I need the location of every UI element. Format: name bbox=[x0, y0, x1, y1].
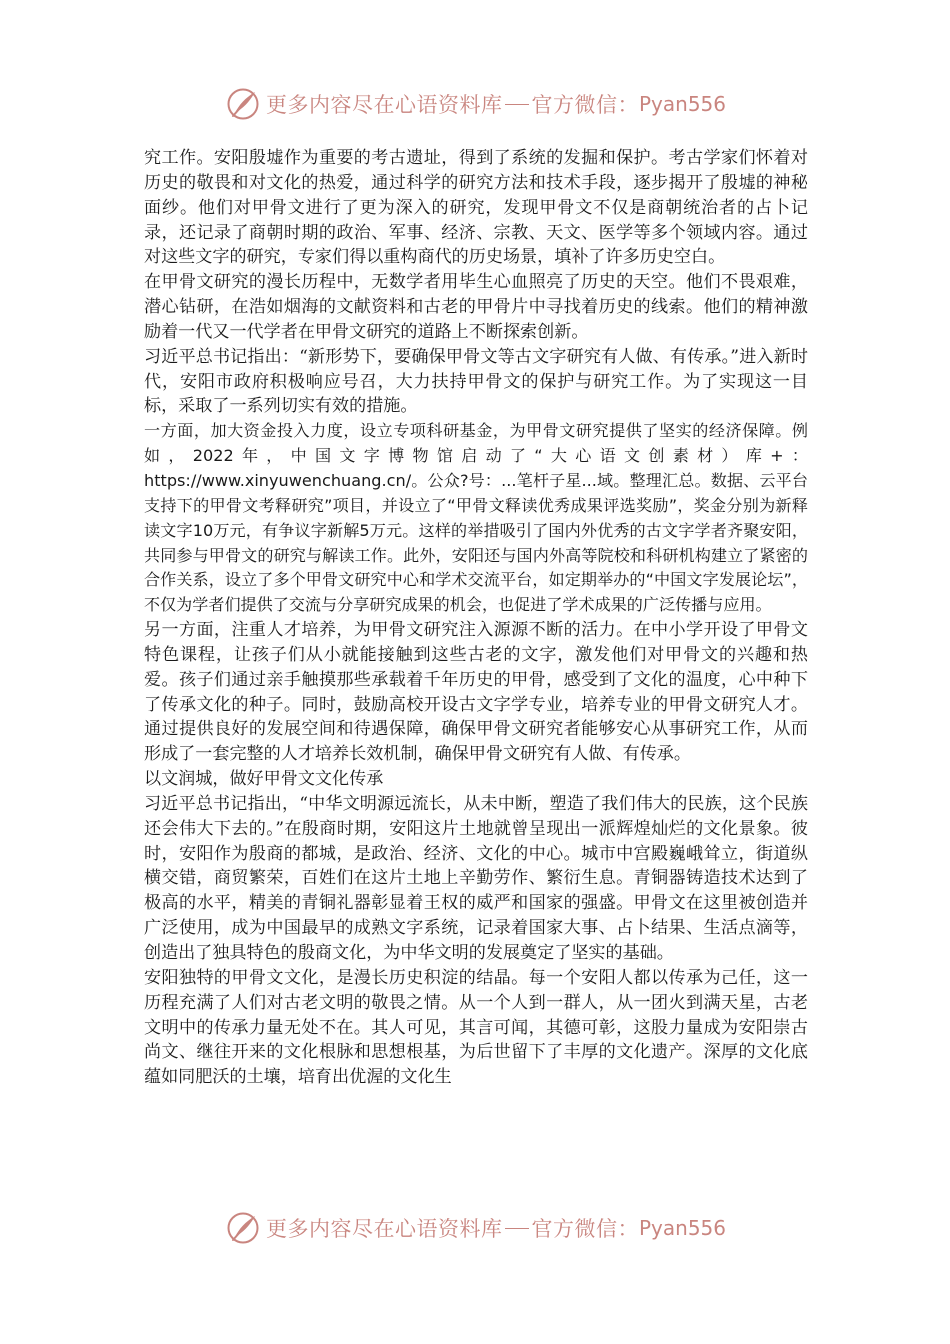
paragraph-funding: 一方面，加大资金投入力度，设立专项科研基金，为甲骨文研究提供了坚实的经济保障。例如，2022年，中国文字博物馆启动了“大心语文创素材）库+：https://www.xinyuwenchuang.cn/。公众?号：...笔杆子星...域。整理汇总。数据、云平台支持下的甲骨文考释研究”项目，并设立了“甲骨文释读优秀成果评选奖励”，奖金分别为新释读文字10万元，有争议字新解5万元。这样的举措吸引了国内外优秀的古文字学者齐聚安阳，共同参与甲骨文的研究与解读工作。此外，安阳还与国内外高等院校和科研机构建立了紧密的合作关系，设立了多个甲骨文研究中心和学术交流平台，如定期举办的“中国文字发展论坛”，不仅为学者们提供了交流与分享研究成果的机会，也促进了学术成果的广泛传播与应用。 bbox=[144, 421, 808, 615]
banner-wechat-id: Pyan556 bbox=[638, 92, 726, 116]
paragraph: 在甲骨文研究的漫长历程中，无数学者用毕生心血照亮了历史的天空。他们不畏艰难，潜心钻研，在浩如烟海的文献资料和古老的甲骨片中寻找着历史的线索。他们的精神激励着一代又一代学者在甲骨文研究的道路上不断探索创新。 bbox=[144, 272, 808, 342]
banner-official: 官方微信： bbox=[531, 1217, 639, 1241]
paragraph: 另一方面，注重人才培养，为甲骨文研究注入源源不断的活力。在中小学开设了甲骨文特色课程，让孩子们从小就能接触到这些古老的文字，激发他们对甲骨文的兴趣和热爱。孩子们通过亲手触摸那些承载着千年历史的甲骨，感受到了文化的温度，心中种下了传承文化的种子。同时，鼓励高校开设古文字学专业，培养专业的甲骨文研究人才。通过提供良好的发展空间和待遇保障，确保甲骨文研究者能够安心从事研究工作，从而形成了一套完整的人才培养长效机制，确保甲骨文研究有人做、有传承。 bbox=[144, 620, 808, 765]
header-banner[interactable] bbox=[226, 84, 726, 124]
banner-wechat-id: Pyan556 bbox=[638, 1216, 726, 1240]
banner-dash bbox=[505, 104, 530, 105]
footer-banner[interactable] bbox=[226, 1208, 726, 1248]
banner-official: 官方微信： bbox=[531, 93, 639, 117]
banner-text: 更多内容尽在心语资料库 bbox=[266, 93, 503, 117]
paragraph: 究工作。安阳殷墟作为重要的考古遗址，得到了系统的发掘和保护。考古学家们怀着对历史的敬畏和对文化的热爱，通过科学的研究方法和技术手段，逐步揭开了殷墟的神秘面纱。他们对甲骨文进行了更为深入的研究，发现甲骨文不仅是商朝统治者的占卜记录，还记录了商朝时期的政治、军事、经济、宗教、天文、医学等多个领域内容。通过对这些文字的研究，专家们得以重构商代的历史场景，填补了许多历史空白。 bbox=[144, 148, 808, 268]
banner-dash bbox=[505, 1228, 530, 1229]
paragraph: 安阳独特的甲骨文文化，是漫长历史积淀的结晶。每一个安阳人都以传承为己任，这一历程充满了人们对古老文明的敬畏之情。从一个人到一群人，从一团火到满天星，古老文明中的传承力量无处不在。其人可见，其言可闻，其德可彰，这股力量成为安阳崇古尚文、继往开来的文化根脉和思想根基，为后世留下了丰厚的文化遗产。深厚的文化底蕴如同肥沃的土壤，培育出优渥的文化生 bbox=[144, 967, 808, 1088]
section-heading: 以文润城，做好甲骨文文化传承 bbox=[144, 769, 384, 790]
paragraph: 习近平总书记指出：“新形势下，要确保甲骨文等古文字研究有人做、有传承。”进入新时代，安阳市政府积极响应号召，大力扶持甲骨文的保护与研究工作。为了实现这一目标，采取了一系列切实有效的措施。 bbox=[144, 346, 808, 417]
article-body bbox=[144, 146, 808, 1090]
feather-pen-logo-icon bbox=[226, 1211, 260, 1245]
feather-pen-logo-icon bbox=[226, 87, 260, 121]
paragraph: 习近平总书记指出，“中华文明源远流长，从未中断，塑造了我们伟大的民族，这个民族还会伟大下去的。”在殷商时期，安阳这片土地就曾呈现出一派辉煌灿烂的文化景象。彼时，安阳作为殷商的都城，是政治、经济、文化的中心。城市中宫殿巍峨耸立，街道纵横交错，商贸繁荣，百姓们在这片土地上辛勤劳作、繁衍生息。青铜器铸造技术达到了极高的水平，精美的青铜礼器彰显着王权的威严和国家的强盛。甲骨文在这里被创造并广泛使用，成为中国最早的成熟文字系统，记录着国家大事、占卜结果、生活点滴等，创造出了独具特色的殷商文化，为中华文明的发展奠定了坚实的基础。 bbox=[144, 793, 808, 963]
banner-text: 更多内容尽在心语资料库 bbox=[266, 1217, 503, 1241]
